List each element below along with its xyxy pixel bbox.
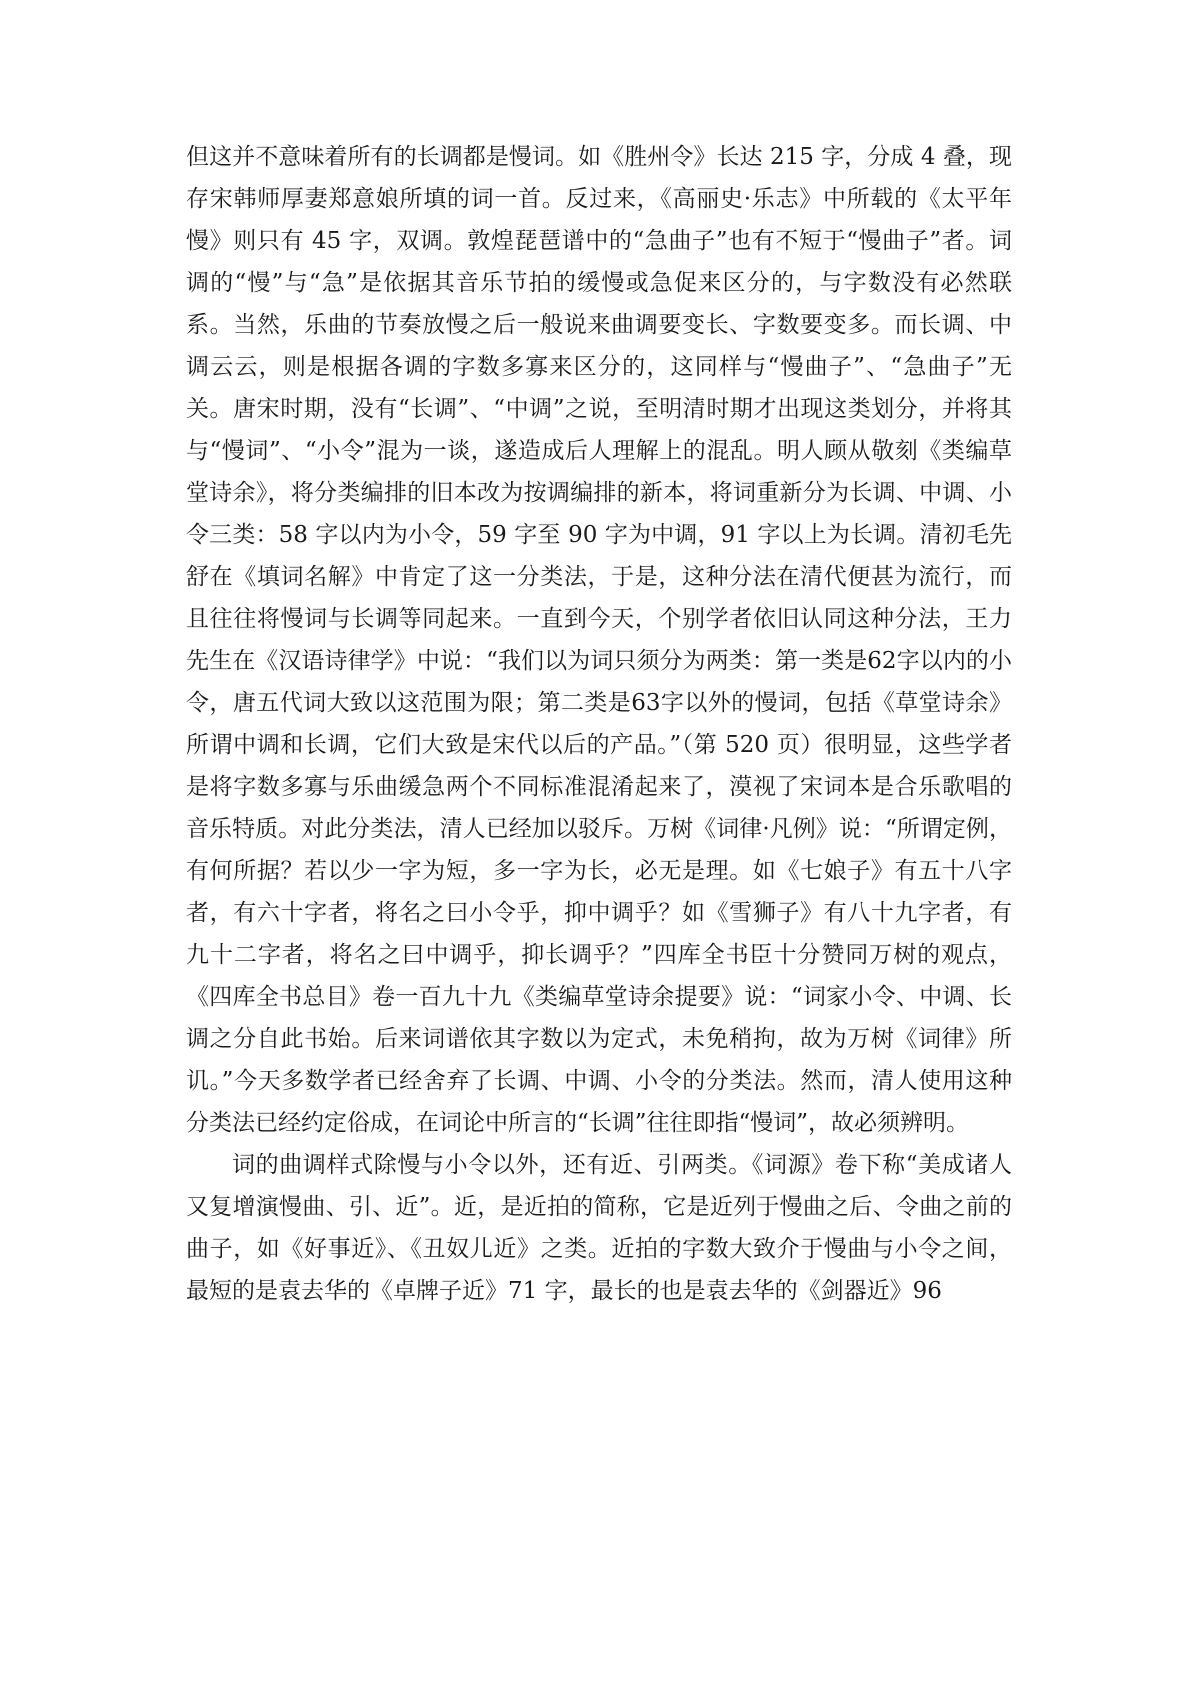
document-page: [186, 136, 1012, 1312]
body-paragraph-2: 词的曲调样式除慢与小令以外，还有近、引两类。《词源》卷下称“美成诸人又复增演慢曲、引、近”。近，是近拍的简称，它是近列于慢曲之后、令曲之前的曲子，如《好事近》、《丑奴儿近》之类。近拍的字数大致介于慢曲与小令之间，最短的是袁去华的《卓牌子近》71 字，最长的也是袁去华的《剑器近》96: [186, 1152, 1012, 1304]
body-paragraph-1: 但这并不意味着所有的长调都是慢词。如《胜州令》长达 215 字，分成 4 叠，现存宋韩师厚妻郑意娘所填的词一首。反过来，《高丽史·乐志》中所载的《太平年慢》则只有 45 字，双调。敦煌琵琶谱中的“急曲子”也有不短于“慢曲子”者。词调的“慢”与“急”是依据其音乐节拍的缓慢或急促来区分的，与字数没有必然联系。当然，乐曲的节奏放慢之后一般说来曲调要变长、字数要变多。而长调、中调云云，则是根据各调的字数多寡来区分的，这同样与“慢曲子”、“急曲子”无关。唐宋时期，没有“长调”、“中调”之说，至明清时期才出现这类划分，并将其与“慢词”、“小令”混为一谈，遂造成后人理解上的混乱。明人顾从敬刻《类编草堂诗余》，将分类编排的旧本改为按调编排的新本，将词重新分为长调、中调、小令三类：58 字以内为小令，59 字至 90 字为中调，91 字以上为长调。清初毛先舒在《填词名解》中肯定了这一分类法，于是，这种分法在清代便甚为流行，而且往往将慢词与长调等同起来。一直到今天，个别学者依旧认同这种分法，王力先生在《汉语诗律学》中说：“我们以为词只须分为两类：第一类是62字以内的小令，唐五代词大致以这范围为限；第二类是63字以外的慢词，包括《草堂诗余》所谓中调和长调，它们大致是宋代以后的产品。”（第 520 页）很明显，这些学者是将字数多寡与乐曲缓急两个不同标准混淆起来了，漠视了宋词本是合乐歌唱的音乐特质。对此分类法，清人已经加以驳斥。万树《词律·凡例》说：“所谓定例，有何所据？若以少一字为短，多一字为长，必无是理。如《七娘子》有五十八字者，有六十字者，将名之曰小令乎，抑中调乎？如《雪狮子》有八十九字者，有九十二字者，将名之曰中调乎，抑长调乎？”四库全书臣十分赞同万树的观点，《四库全书总目》卷一百九十九《类编草堂诗余提要》说：“词家小令、中调、长调之分自此书始。后来词谱依其字数以为定式，未免稍拘，故为万树《词律》所讥。”今天多数学者已经舍弃了长调、中调、小令的分类法。然而，清人使用这种分类法已经约定俗成，在词论中所言的“长调”往往即指“慢词”，故必须辨明。: [186, 144, 1012, 1136]
